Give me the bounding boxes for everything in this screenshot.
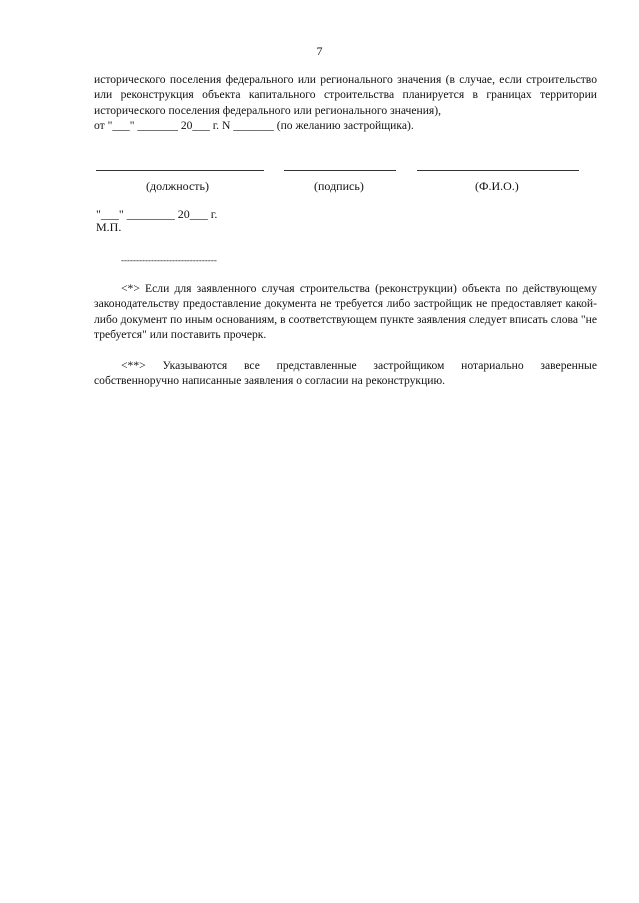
footnote-1: <*> Если для заявленного случая строительства (реконструкции) объекта по действующему законодательству предоставление документа не требуется либо застройщик не предоставляет какой-либо документ по иным основаниям, в соответствующем пункте заявления следует вписать слова "не требуется" или поставить прочерк. [94,282,597,342]
position-underline [96,170,264,171]
signature-underline [284,170,396,171]
page-number: 7 [316,44,323,58]
paragraph-date-line: от "___" _______ 20___ г. N _______ (по желанию застройщика). [94,119,414,133]
fio-label: (Ф.И.О.) [475,179,519,193]
signature-label: (подпись) [314,179,364,193]
stamp-label: М.П. [96,220,122,234]
document-paragraph [94,72,597,134]
date-line: "___" ________ 20___ г. [96,207,218,221]
footnote-separator: -------------------------------- [121,255,217,265]
paragraph-text: исторического поселения федерального или регионального значения (в случае, если строительство или реконструкция объекта капитального строительства планируется в границах территории исторического поселения федерального или регионального значения), [94,73,597,117]
position-label: (должность) [146,179,209,193]
fio-underline [417,170,579,171]
footnote-2: <**> Указываются все представленные застройщиком нотариально заверенные собственноручно написанные заявления о согласии на реконструкцию. [94,359,597,388]
